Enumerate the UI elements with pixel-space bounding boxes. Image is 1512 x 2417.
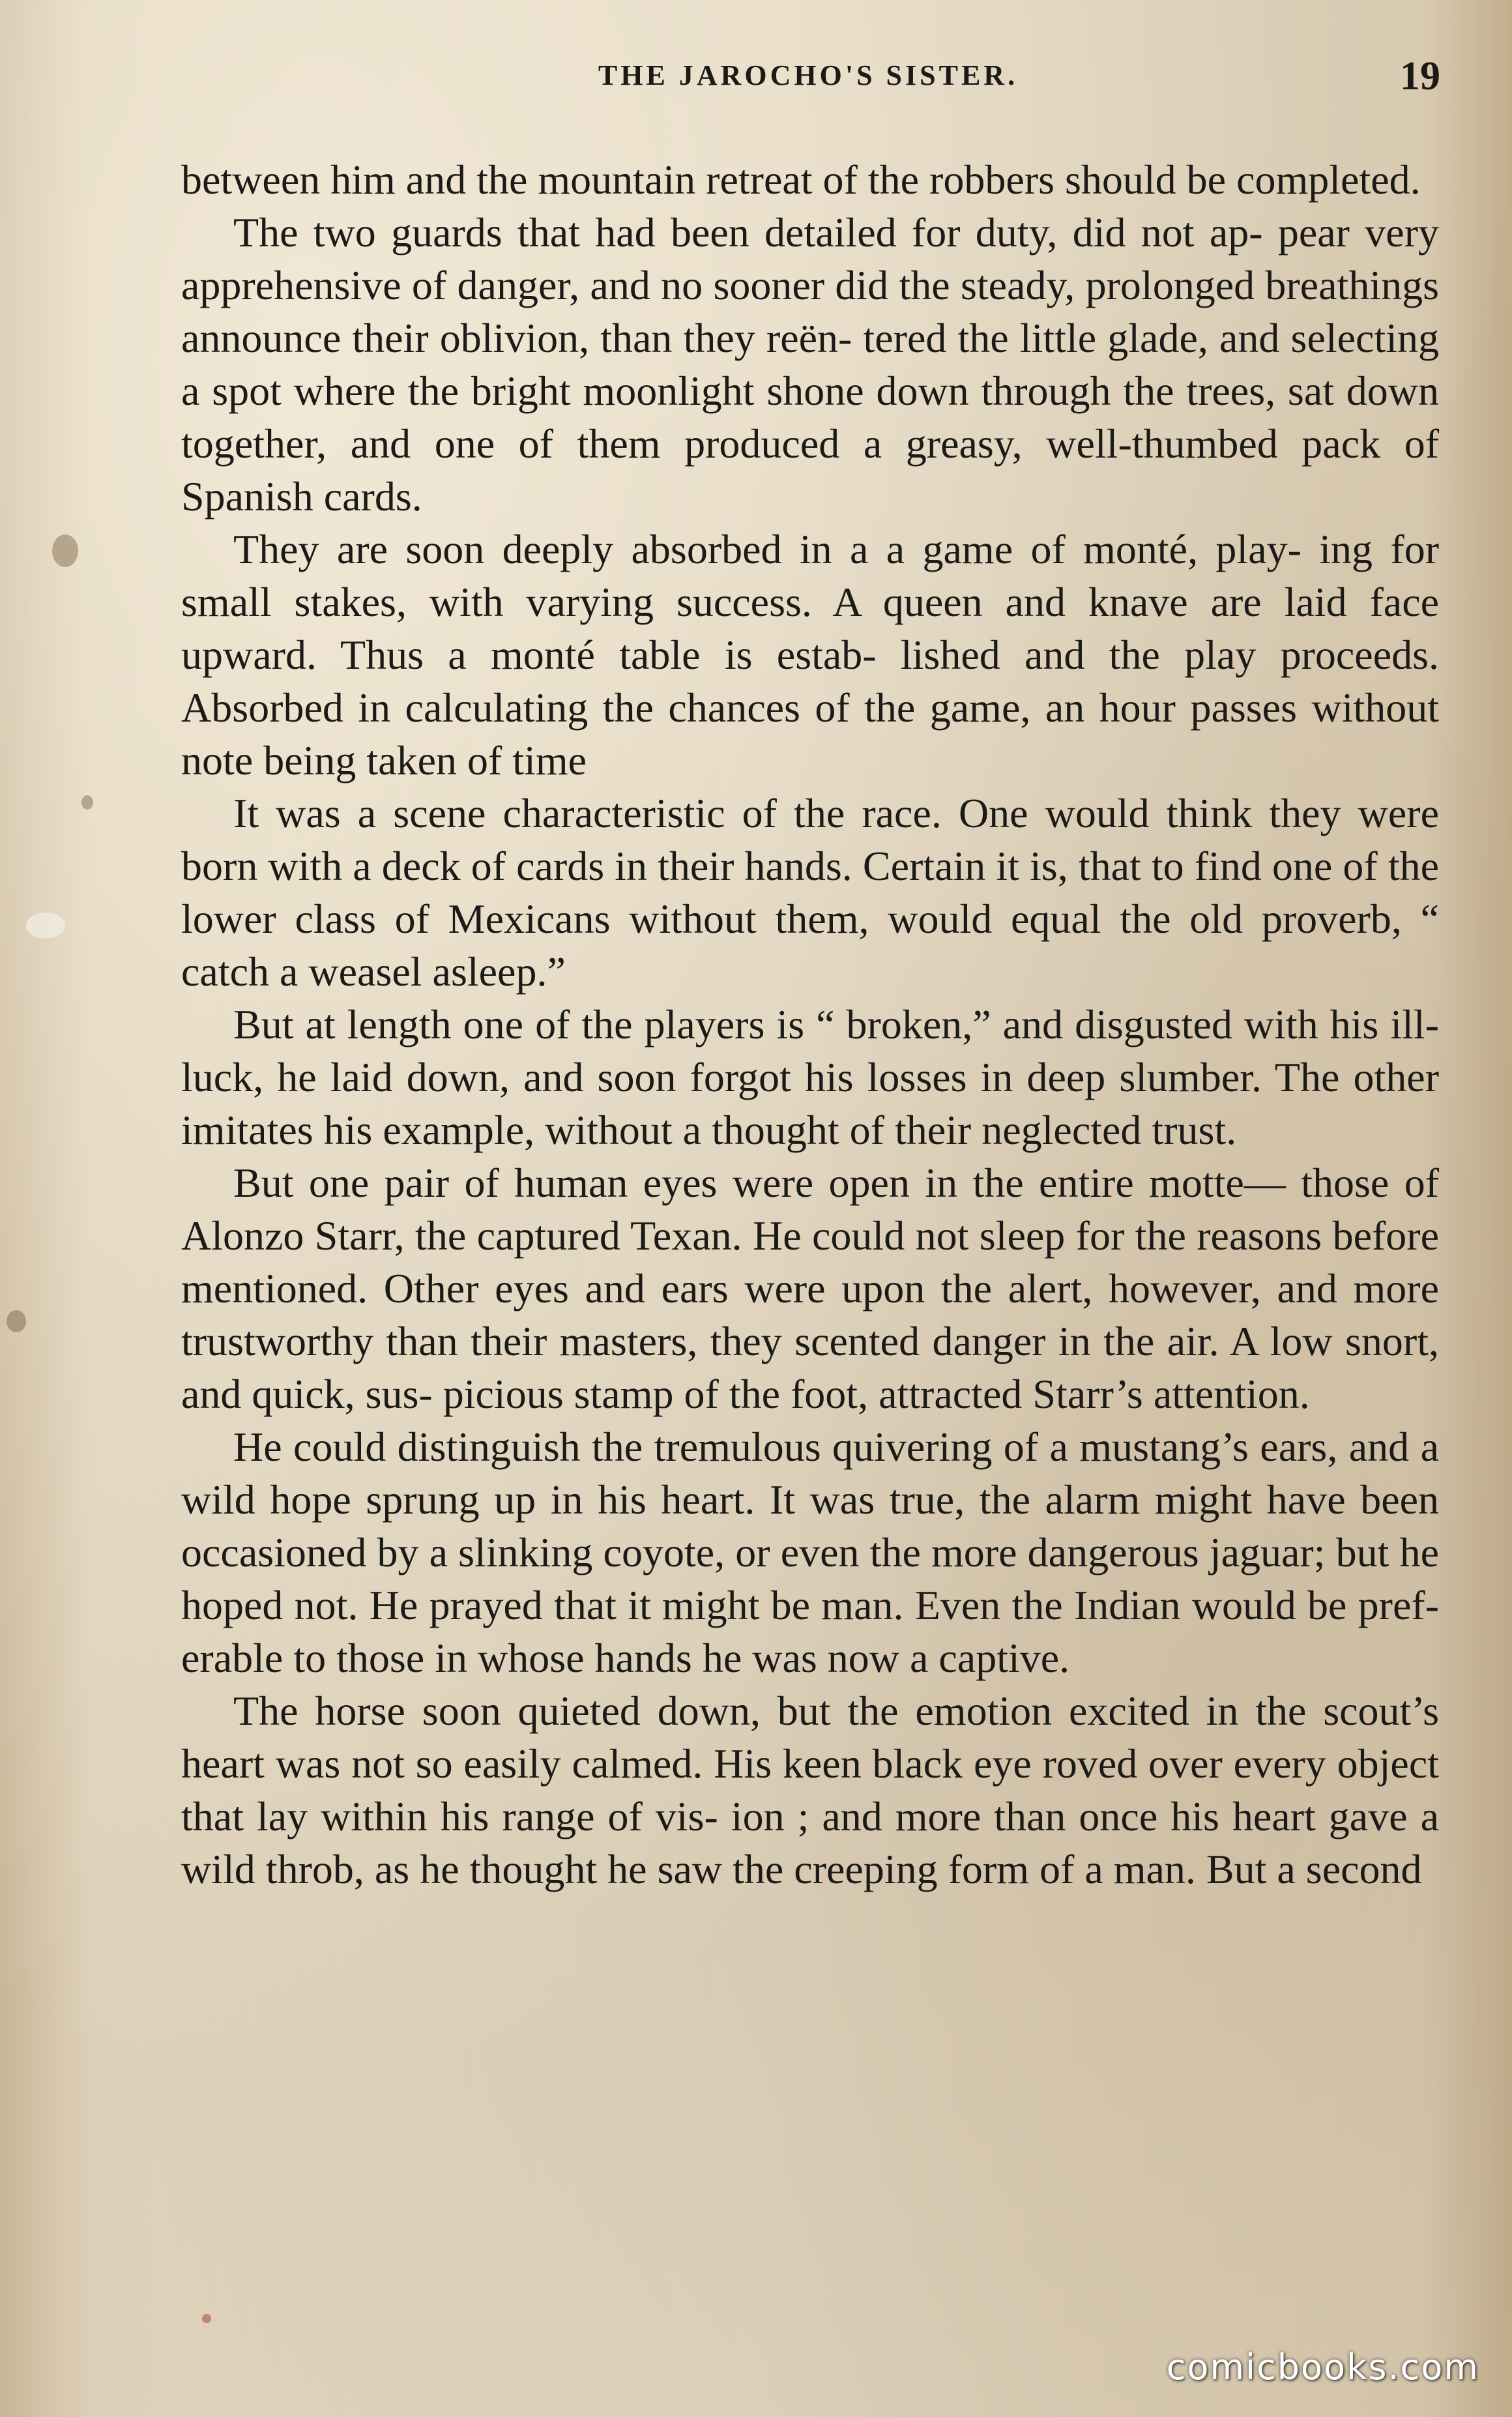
paragraph: It was a scene characteristic of the race. One would think they were born with a deck of cards in their hands. Certain it is, that to find one of the lower class of Mexicans without them, would equal the old proverb, “ catch a weasel asleep.” xyxy=(181,790,1439,995)
body-text xyxy=(181,153,1439,1896)
running-title: THE JAROCHO'S SISTER. xyxy=(598,59,1019,91)
paragraph: The horse soon quieted down, but the emotion excited in the scout’s heart was not so easily calmed. His keen black eye roved over every object that lay within his range of vis- ion ; and more than once his heart gave a wild throb, as he thought he saw the creeping form of a man. But a second xyxy=(181,1688,1439,1892)
page-number: 19 xyxy=(1400,54,1440,98)
paper-stain xyxy=(81,795,93,810)
paragraph: They are soon deeply absorbed in a a game of monté, play- ing for small stakes, with varying success. A queen and knave are laid face upward. Thus a monté table is estab- lished and the play proceeds. Absorbed in calculating the chances of the game, an hour passes without note being taken of time xyxy=(181,526,1439,784)
paragraph: But one pair of human eyes were open in the entire motte— those of Alonzo Starr, the captured Texan. He could not sleep for the reasons before mentioned. Other eyes and ears were upon the alert, however, and more trustworthy than their masters, they scented danger in the air. A low snort, and quick, sus- picious stamp of the foot, attracted Starr’s attention. xyxy=(181,1160,1439,1417)
paper-stain xyxy=(52,535,78,567)
paper-stain xyxy=(7,1310,26,1332)
paragraph: But at length one of the players is “ broken,” and disgusted with his ill-luck, he laid down, and soon forgot his losses in deep slumber. The other imitates his example, without a thought of their neglected trust. xyxy=(181,1001,1439,1153)
paper-stain xyxy=(202,2314,211,2323)
paper-stain xyxy=(26,913,65,939)
paragraph: He could distinguish the tremulous quivering of a mustang’s ears, and a wild hope sprung up in his heart. It was true, the alarm might have been occasioned by a slinking coyote, or even the more dangerous jaguar; but he hoped not. He prayed that it might be man. Even the Indian would be pref- erable to those in whose hands he was now a captive. xyxy=(181,1424,1439,1681)
watermark: comicbooks.com xyxy=(1166,2347,1479,2388)
paragraph: The two guards that had been detailed for duty, did not ap- pear very apprehensive of danger, and no sooner did the steady, prolonged breathings announce their oblivion, than they reën- tered the little glade, and selecting a spot where the bright moonlight shone down through the trees, sat down together, and one of them produced a greasy, well-thumbed pack of Spanish cards. xyxy=(181,209,1439,520)
running-head xyxy=(176,54,1440,111)
paragraph: between him and the mountain retreat of the robbers should be completed. xyxy=(181,156,1421,203)
